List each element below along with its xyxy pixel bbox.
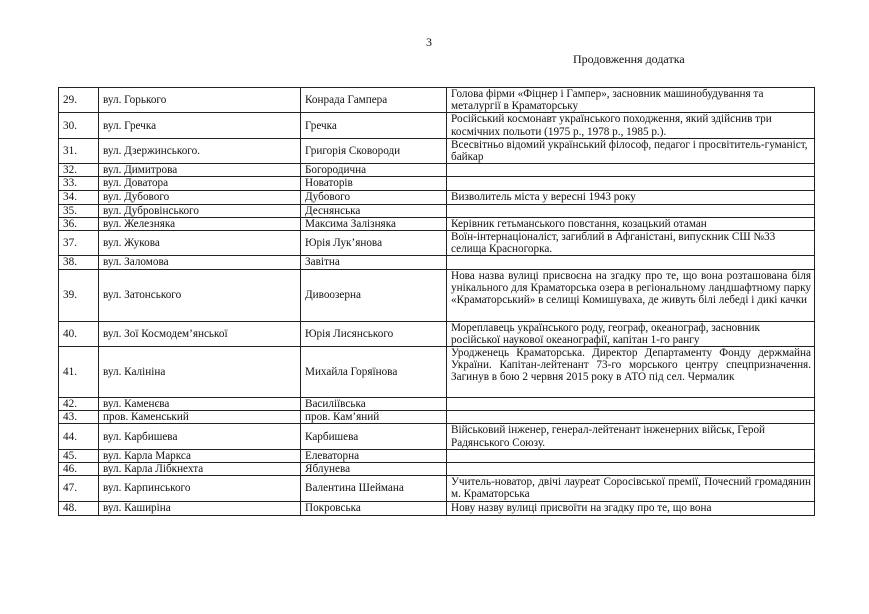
rename-description: Голова фірми «Фіцнер і Гампер», засновник машинобудування та металургії в Краматорську bbox=[447, 88, 815, 113]
rename-description: Російський космонавт українського походження, який здійснив три космічних польоти (1975 р., 1978 р., 1985 р.). bbox=[447, 113, 815, 138]
table-row bbox=[59, 256, 815, 269]
old-street-name: вул. Затонського bbox=[99, 269, 301, 321]
old-street-name: вул. Жукова bbox=[99, 231, 301, 256]
table-row bbox=[59, 449, 815, 462]
table-row bbox=[59, 164, 815, 177]
new-street-name: Григорія Сковороди bbox=[301, 138, 447, 163]
old-street-name: вул. Горького bbox=[99, 88, 301, 113]
appendix-label: Продовження додатка bbox=[573, 52, 685, 66]
rename-description bbox=[447, 204, 815, 217]
row-number: 34. bbox=[59, 190, 99, 204]
table-row bbox=[59, 190, 815, 204]
table-row bbox=[59, 204, 815, 217]
rename-description: Учитель-новатор, двічі лауреат Соросівської премії, Почесний громадянин м. Краматорська bbox=[447, 476, 815, 501]
row-number: 45. bbox=[59, 449, 99, 462]
rename-description: Керівник гетьманського повстання, козацький отаман bbox=[447, 217, 815, 230]
new-street-name: Дубового bbox=[301, 190, 447, 204]
row-number: 37. bbox=[59, 231, 99, 256]
rename-description bbox=[447, 177, 815, 190]
new-street-name: Карбишева bbox=[301, 424, 447, 449]
new-street-name: Яблунева bbox=[301, 463, 447, 476]
table-row bbox=[59, 411, 815, 424]
new-street-name: Валентина Шеймана bbox=[301, 476, 447, 501]
table-row bbox=[59, 398, 815, 411]
row-number: 42. bbox=[59, 398, 99, 411]
new-street-name: Юрія Лисянського bbox=[301, 321, 447, 346]
new-street-name: пров. Кам’яний bbox=[301, 411, 447, 424]
new-street-name: Конрада Гампера bbox=[301, 88, 447, 113]
old-street-name: вул. Гречка bbox=[99, 113, 301, 138]
old-street-name: пров. Каменський bbox=[99, 411, 301, 424]
new-street-name: Василіївська bbox=[301, 398, 447, 411]
row-number: 30. bbox=[59, 113, 99, 138]
row-number: 31. bbox=[59, 138, 99, 163]
new-street-name: Юрія Лук’янова bbox=[301, 231, 447, 256]
rename-description: Визволитель міста у вересні 1943 року bbox=[447, 190, 815, 204]
row-number: 29. bbox=[59, 88, 99, 113]
old-street-name: вул. Карла Лібкнехта bbox=[99, 463, 301, 476]
new-street-name: Дивоозерна bbox=[301, 269, 447, 321]
old-street-name: вул. Зої Космодем’янської bbox=[99, 321, 301, 346]
old-street-name: вул. Карбишева bbox=[99, 424, 301, 449]
rename-description bbox=[447, 463, 815, 476]
old-street-name: вул. Карпинського bbox=[99, 476, 301, 501]
row-number: 40. bbox=[59, 321, 99, 346]
rename-description: Всесвітньо відомий український філософ, педагог і просвітитель-гуманіст, байкар bbox=[447, 138, 815, 163]
table-row bbox=[59, 217, 815, 230]
old-street-name: вул. Каширіна bbox=[99, 501, 301, 515]
old-street-name: вул. Дубового bbox=[99, 190, 301, 204]
table-row bbox=[59, 463, 815, 476]
new-street-name: Новаторів bbox=[301, 177, 447, 190]
row-number: 41. bbox=[59, 347, 99, 398]
old-street-name: вул. Карла Маркса bbox=[99, 449, 301, 462]
old-street-name: вул. Доватора bbox=[99, 177, 301, 190]
table-row bbox=[59, 138, 815, 163]
old-street-name: вул. Заломова bbox=[99, 256, 301, 269]
new-street-name: Завітна bbox=[301, 256, 447, 269]
rename-description: Нову назву вулиці присвоїти на згадку про те, що вона bbox=[447, 501, 815, 515]
rename-description: Військовий інженер, генерал-лейтенант інженерних військ, Герой Радянського Союзу. bbox=[447, 424, 815, 449]
row-number: 47. bbox=[59, 476, 99, 501]
old-street-name: вул. Железняка bbox=[99, 217, 301, 230]
new-street-name: Деснянська bbox=[301, 204, 447, 217]
table-row bbox=[59, 476, 815, 501]
table-row bbox=[59, 88, 815, 113]
row-number: 35. bbox=[59, 204, 99, 217]
row-number: 32. bbox=[59, 164, 99, 177]
row-number: 39. bbox=[59, 269, 99, 321]
new-street-name: Максима Залізняка bbox=[301, 217, 447, 230]
rename-description bbox=[447, 449, 815, 462]
new-street-name: Покровська bbox=[301, 501, 447, 515]
table-row bbox=[59, 424, 815, 449]
old-street-name: вул. Калініна bbox=[99, 347, 301, 398]
rename-description bbox=[447, 398, 815, 411]
row-number: 43. bbox=[59, 411, 99, 424]
row-number: 44. bbox=[59, 424, 99, 449]
old-street-name: вул. Дубровінського bbox=[99, 204, 301, 217]
rename-description: Уродженець Краматорська. Директор Департаменту Фонду держмайна України. Капітан-лейтенант 73-го морського центру спецпризначення. Загинув в бою 2 червня 2015 року в АТО під сел. Чермалик bbox=[447, 347, 815, 398]
new-street-name: Михайла Горяїнова bbox=[301, 347, 447, 398]
new-street-name: Елеваторна bbox=[301, 449, 447, 462]
page-number: 3 bbox=[426, 35, 432, 49]
rename-description bbox=[447, 256, 815, 269]
rename-description: Воїн-інтернаціоналіст, загиблий в Афганістані, випускник СШ №33 селища Красногорка. bbox=[447, 231, 815, 256]
old-street-name: вул. Димитрова bbox=[99, 164, 301, 177]
table-row bbox=[59, 231, 815, 256]
table-row bbox=[59, 269, 815, 321]
rename-description: Нова назва вулиці присвоєна на згадку про те, що вона розташована біля унікального для Краматорська озера в регіональному ландшафтному парку «Краматорський» в селищі Комишуваха, де живуть білі лебеді і дикі качки bbox=[447, 269, 815, 321]
table-row bbox=[59, 501, 815, 515]
street-rename-table bbox=[58, 87, 815, 516]
row-number: 38. bbox=[59, 256, 99, 269]
rename-description bbox=[447, 164, 815, 177]
table-row bbox=[59, 113, 815, 138]
table-row bbox=[59, 321, 815, 346]
new-street-name: Гречка bbox=[301, 113, 447, 138]
old-street-name: вул. Каменєва bbox=[99, 398, 301, 411]
row-number: 48. bbox=[59, 501, 99, 515]
new-street-name: Богородична bbox=[301, 164, 447, 177]
table-row bbox=[59, 347, 815, 398]
row-number: 36. bbox=[59, 217, 99, 230]
old-street-name: вул. Дзержинського. bbox=[99, 138, 301, 163]
row-number: 33. bbox=[59, 177, 99, 190]
rename-description bbox=[447, 411, 815, 424]
rename-description: Мореплавець українського роду, географ, океанограф, засновник російської наукової океанографії, капітан 1-го рангу bbox=[447, 321, 815, 346]
row-number: 46. bbox=[59, 463, 99, 476]
table-row bbox=[59, 177, 815, 190]
